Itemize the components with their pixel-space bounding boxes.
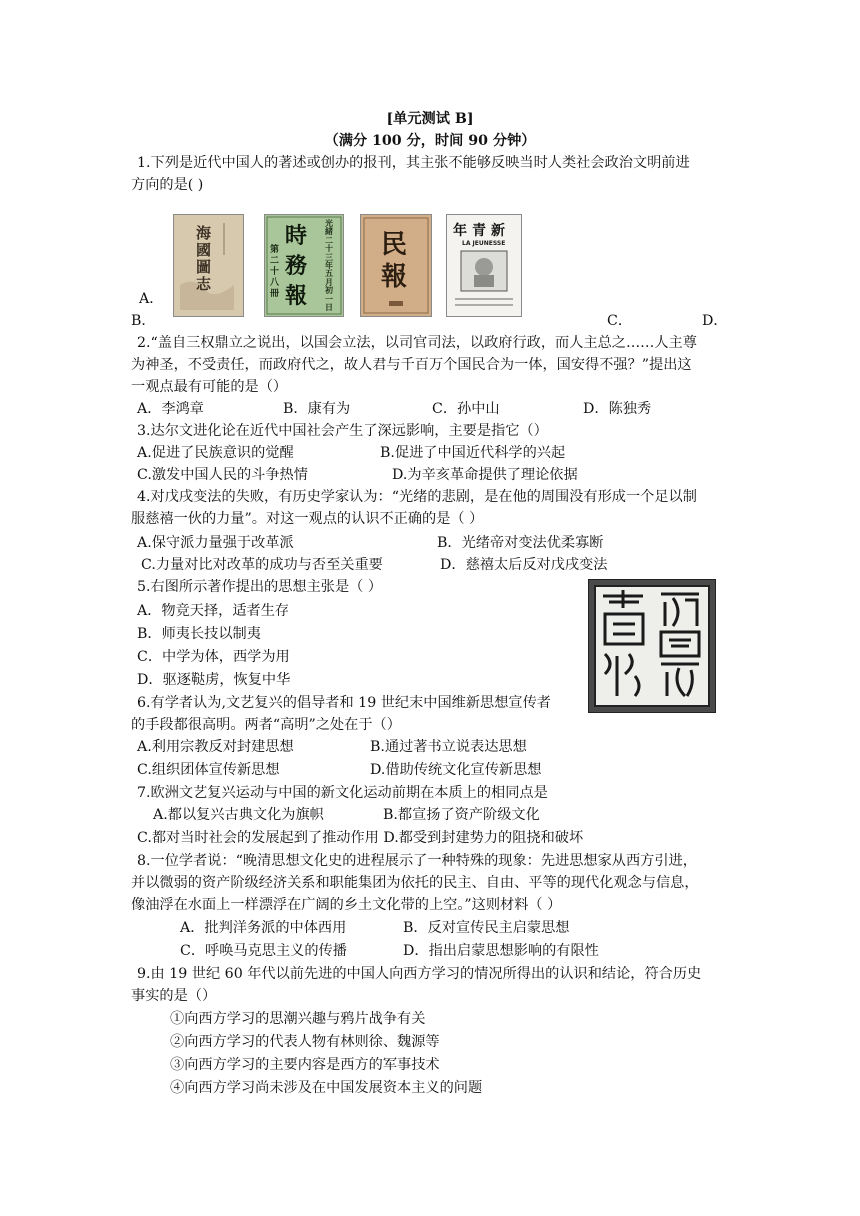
- q8-stem-line1: 8.一位学者说：“晚清思想文化史的进程展示了一种特殊的现象：先进思想家从西方引进，: [137, 853, 697, 869]
- q9-item-1: ①向西方学习的思潮兴趣与鸦片战争有关: [170, 1011, 426, 1027]
- q4-stem-line2: 服慈禧一伙的力量”。对这一观点的认识不正确的是（ ）: [131, 511, 484, 527]
- q3-option-a[interactable]: A.促进了民族意识的觉醒: [137, 445, 294, 461]
- q2-option-d[interactable]: D．陈独秀: [583, 401, 652, 417]
- q9-stem-line2: 事实的是（）: [131, 988, 217, 1004]
- q1-option-b[interactable]: B．: [131, 313, 156, 329]
- q9-item-4: ④向西方学习尚未涉及在中国发展资本主义的问题: [170, 1080, 483, 1096]
- q1-image-d-title: 年青新: [453, 223, 510, 239]
- q8-option-b[interactable]: B．反对宣传民主启蒙思想: [403, 920, 570, 936]
- seal-stamp-art: [589, 580, 715, 712]
- q1-image-d-subtitle: LA JEUNESSE: [462, 240, 506, 247]
- q3-option-c[interactable]: C.激发中国人民的斗争热情: [137, 467, 308, 483]
- q6-stem-line2: 的手段都很高明。两者“高明”之处在于（）: [131, 717, 401, 733]
- q8-stem-line3: 像油浮在水面上一样漂浮在广阔的乡土文化带的上空。”这则材料（ ）: [131, 897, 562, 913]
- q3-stem-line1: 3.达尔文进化论在近代中国社会产生了深远影响，主要是指它（）: [137, 423, 548, 439]
- q1-stem-line2: 方向的是( ): [131, 177, 204, 193]
- q1-image-c-title: 民報: [381, 230, 408, 292]
- q9-item-2: ②向西方学习的代表人物有林则徐、魏源等: [170, 1034, 440, 1050]
- q4-option-a[interactable]: A.保守派力量强于改革派: [137, 535, 294, 551]
- q1-image-a-haiguotuzhi: [173, 214, 244, 317]
- q1-stem-line1: 1.下列是近代中国人的著述或创办的报刊，其主张不能够反映当时人类社会政治文明前进: [137, 155, 690, 171]
- q2-stem-line2: 为神圣，不受责任，而政府代之，故人君与千百万个国民合为一体，国安得不强？”提出这: [131, 357, 692, 373]
- q2-option-b[interactable]: B．康有为: [283, 401, 351, 417]
- q9-stem-line1: 9.由 19 世纪 60 年代以前先进的中国人向西方学习的情况所得出的认识和结论，符合历史: [137, 966, 702, 982]
- q2-option-a[interactable]: A．李鸿章: [137, 401, 204, 417]
- q1-image-c-minbao: [360, 214, 432, 317]
- q1-option-a[interactable]: A．: [139, 291, 164, 307]
- q8-option-d[interactable]: D．指出启蒙思想影响的有限性: [403, 943, 599, 959]
- q5-option-b[interactable]: B．师夷长技以制夷: [137, 626, 261, 642]
- q3-option-d[interactable]: D.为辛亥革命提供了理论依据: [392, 467, 578, 483]
- q7-option-c-d[interactable]: C.都对当时社会的发展起到了推动作用 D.都受到封建势力的阻挠和破坏: [137, 830, 584, 846]
- q6-stem-line1: 6.有学者认为,文艺复兴的倡导者和 19 世纪末中国维新思想宣传者: [137, 695, 551, 711]
- q1-image-b-side-left: 第二十八冊: [270, 245, 280, 299]
- q8-option-a[interactable]: A．批判洋务派的中体西用: [180, 920, 347, 936]
- q6-option-c[interactable]: C.组织团体宣传新思想: [137, 762, 280, 778]
- q7-option-b[interactable]: B.都宣扬了资产阶级文化: [383, 807, 540, 823]
- q7-option-a[interactable]: A.都以复兴古典文化为旗帜: [153, 807, 324, 823]
- q4-option-c[interactable]: C.力量对比对改革的成功与否至关重要: [141, 557, 383, 573]
- q7-stem-line1: 7.欧洲文艺复兴运动与中国的新文化运动前期在本质上的相同点是: [137, 785, 548, 801]
- q1-option-c[interactable]: C．: [607, 313, 633, 329]
- q8-stem-line2: 并以微弱的资产阶级经济关系和职能集团为依托的民主、自由、平等的现代化观念与信息，: [131, 875, 699, 891]
- q9-item-3: ③向西方学习的主要内容是西方的军事技术: [170, 1057, 440, 1073]
- q1-image-a-title: 海國圖志: [196, 224, 212, 293]
- q5-option-c[interactable]: C．中学为体，西学为用: [137, 649, 290, 665]
- q4-option-d[interactable]: D．慈禧太后反对戊戌变法: [440, 557, 608, 573]
- q5-seal-image: [588, 579, 716, 713]
- q5-option-a[interactable]: A．物竞天择，适者生存: [137, 603, 290, 619]
- q4-option-b[interactable]: B．光绪帝对变法优柔寡断: [437, 535, 604, 551]
- q1-image-d-xinqingnian: [446, 214, 522, 317]
- q8-option-c[interactable]: C．呼唤马克思主义的传播: [180, 943, 347, 959]
- q1-image-b-shiwubao: [264, 214, 344, 317]
- q2-stem-line1: 2.“盖自三权鼎立之说出，以国会立法，以司官司法，以政府行政，而人主总之……人主尊: [137, 335, 697, 351]
- q1-image-b-side-right: 光緒二十三年五月初一日: [325, 218, 333, 313]
- q2-option-c[interactable]: C．孙中山: [432, 401, 500, 417]
- q5-stem-line1: 5.右图所示著作提出的思想主张是（ ）: [137, 579, 383, 595]
- q6-option-a[interactable]: A.利用宗教反对封建思想: [137, 739, 294, 755]
- q6-option-d[interactable]: D.借助传统文化宣传新思想: [370, 762, 542, 778]
- exam-subtitle: （满分 100 分，时间 90 分钟）: [324, 133, 536, 149]
- q1-option-d[interactable]: D．: [702, 313, 728, 329]
- q4-stem-line1: 4.对戊戌变法的失败，有历史学家认为：“光绪的悲剧，是在他的周围没有形成一个足以制: [137, 489, 697, 505]
- q2-stem-line3: 一观点最有可能的是（）: [131, 379, 288, 395]
- q6-option-b[interactable]: B.通过著书立说表达思想: [370, 739, 527, 755]
- q3-option-b[interactable]: B.促进了中国近代科学的兴起: [380, 445, 566, 461]
- exam-title: [单元测试 B]: [386, 111, 474, 127]
- q5-option-d[interactable]: D．驱逐鞑虏，恢复中华: [137, 672, 291, 688]
- q1-image-b-title: 時務報: [285, 223, 308, 309]
